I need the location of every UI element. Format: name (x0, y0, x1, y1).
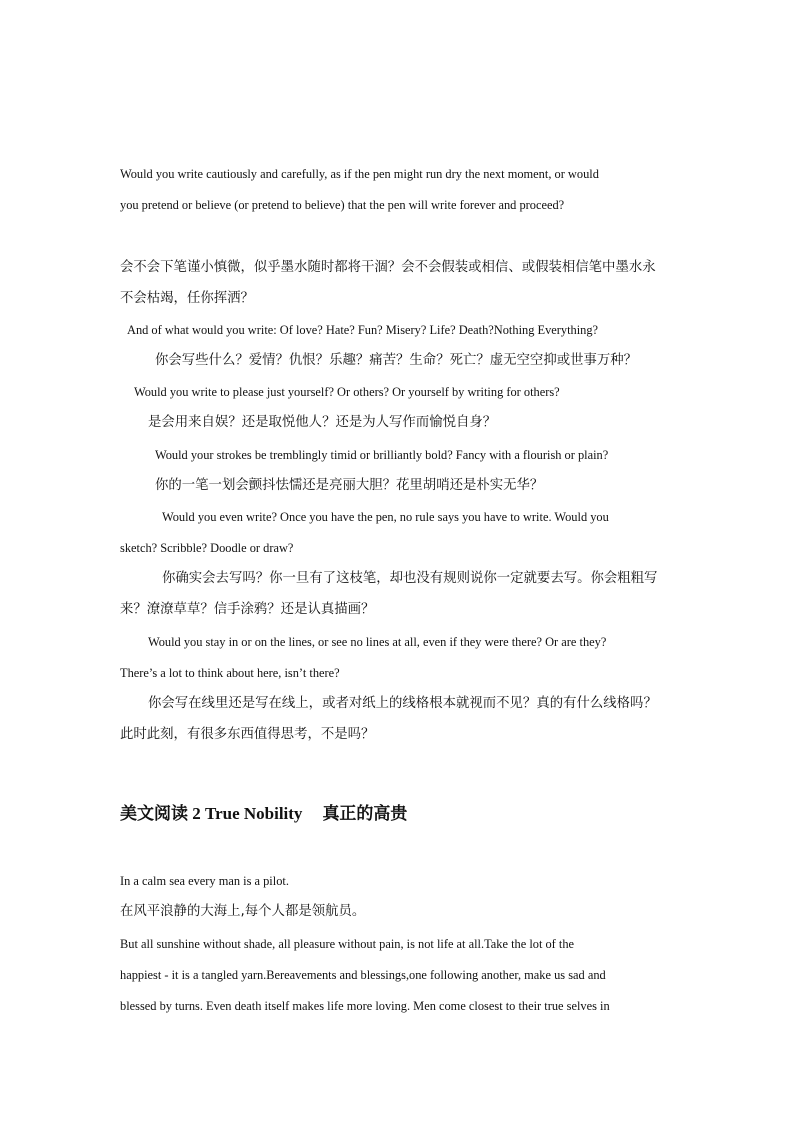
paragraph-line: But all sunshine without shade, all pleasure without pain, is not life at all.Take the lot of the (120, 937, 575, 951)
paragraph-line: Would you write to please just yourself? Or others? Or yourself by writing for others? (134, 385, 560, 399)
paragraph-line: There’s a lot to think about here, isn’t there? (120, 666, 340, 680)
paragraph-line: In a calm sea every man is a pilot. (120, 874, 289, 888)
paragraph-line: blessed by turns. Even death itself makes life more loving. Men come closest to their true selves in (120, 999, 610, 1013)
translation-line: 来？潦潦草草？信手涂鸦？还是认真描画？ (120, 602, 375, 617)
section-heading-title: 美文阅读 2 True Nobility (120, 804, 303, 823)
section-heading-chinese: 真正的高贵 (322, 804, 408, 823)
translation-line: 不会枯竭，任你挥洒？ (120, 291, 254, 306)
translation-line: 你会写在线里还是写在线上，或者对纸上的线格根本就视而不见？真的有什么线格吗？ (148, 696, 657, 711)
paragraph-line: Would you write cautiously and carefully, as if the pen might run dry the next moment, or would (120, 167, 599, 181)
translation-line: 会不会下笔谨小慎微，似乎墨水随时都将干涸？会不会假装或相信、或假装相信笔中墨水永 (120, 260, 656, 275)
translation-line: 在风平浪静的大海上,每个人都是领航员。 (120, 904, 366, 919)
translation-line: 是会用来自娱？还是取悦他人？还是为人写作而愉悦自身？ (148, 415, 497, 430)
section-heading (120, 803, 407, 825)
translation-line: 此时此刻，有很多东西值得思考，不是吗？ (120, 727, 375, 742)
paragraph-line: Would you even write? Once you have the pen, no rule says you have to write. Would you (162, 510, 609, 524)
paragraph-line: happiest - it is a tangled yarn.Bereavements and blessings,one following another, make us sad and (120, 968, 606, 982)
translation-line: 你确实会去写吗？你一旦有了这枝笔，却也没有规则说你一定就要去写。你会粗粗写 (162, 571, 658, 586)
paragraph-line: you pretend or believe (or pretend to believe) that the pen will write forever and proceed? (120, 198, 565, 212)
translation-line: 你的一笔一划会颤抖怯懦还是亮丽大胆？花里胡哨还是朴实无华？ (155, 478, 544, 493)
paragraph-line: Would your strokes be tremblingly timid or brilliantly bold? Fancy with a flourish or plain? (155, 448, 609, 462)
paragraph-line: And of what would you write: Of love? Hate? Fun? Misery? Life? Death?Nothing Everything? (127, 323, 599, 337)
translation-line: 你会写些什么？爱情？仇恨？乐趣？痛苦？生命？死亡？虚无空空抑或世事万种？ (155, 353, 638, 368)
paragraph-line: sketch? Scribble? Doodle or draw? (120, 541, 294, 555)
paragraph-line: Would you stay in or on the lines, or see no lines at all, even if they were there? Or are they? (148, 635, 607, 649)
